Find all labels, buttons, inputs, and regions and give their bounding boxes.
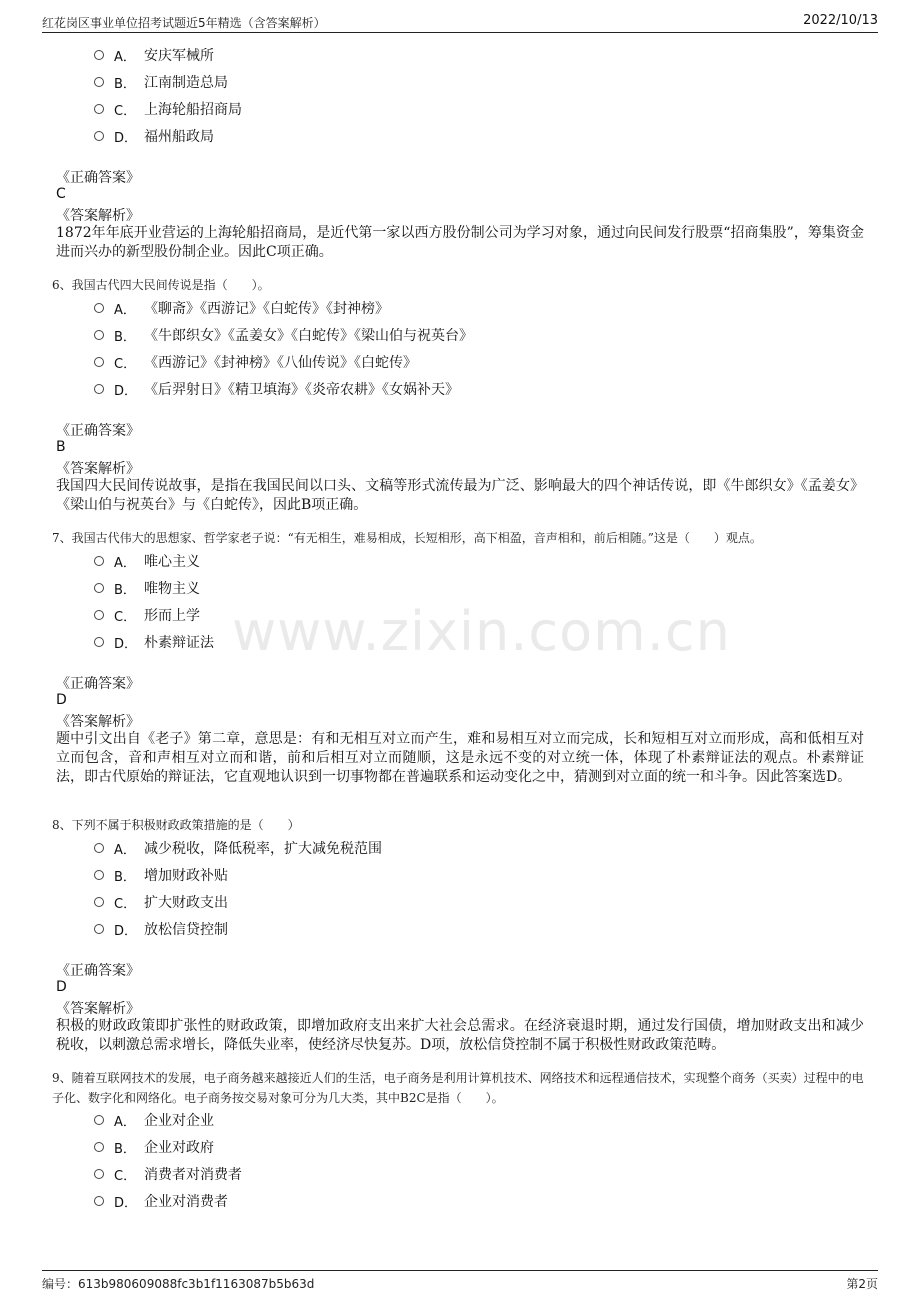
radio-icon[interactable] [94, 843, 104, 853]
option-text: 扩大财政支出 [144, 895, 228, 911]
document-date: 2022/10/13 [803, 13, 878, 28]
option-letter: D． [114, 924, 138, 939]
option-text: 福州船政局 [144, 129, 214, 145]
page-number: 第2页 [846, 1277, 878, 1291]
option-letter: D． [114, 1196, 138, 1211]
option-text: 安庆军械所 [144, 48, 214, 64]
page-footer [42, 1270, 878, 1293]
q8-analysis: 积极的财政政策即扩张性的财政政策，即增加政府支出来扩大社会总需求。在经济衰退时期，通过发行国债，增加财政支出和减少税收，以刺激总需求增长，降低失业率，使经济尽快复苏。D项，放松信贷控制不属于积极性财政政策范畴。 [56, 1018, 864, 1053]
radio-icon[interactable] [94, 357, 104, 367]
document-code: 编号：613b980609088fc3b1f1163087b5b63d [42, 1277, 315, 1291]
option-text: 减少税收，降低税率，扩大减免税范围 [144, 841, 382, 857]
radio-icon[interactable] [94, 583, 104, 593]
radio-icon[interactable] [94, 50, 104, 60]
radio-icon[interactable] [94, 131, 104, 141]
correct-answer-label: 《正确答案》 [56, 170, 140, 186]
page-header [42, 8, 878, 33]
option-letter: C． [114, 104, 137, 119]
q6-question: 6、我国古代四大民间传说是指（ ）。 [52, 278, 270, 292]
correct-answer-label: 《正确答案》 [56, 963, 140, 979]
correct-answer-label: 《正确答案》 [56, 423, 140, 439]
radio-icon[interactable] [94, 384, 104, 394]
option-letter: A． [114, 1115, 136, 1130]
option-text: 江南制造总局 [144, 75, 228, 91]
option-letter: A． [114, 303, 136, 318]
q8-question: 8、下列不属于积极财政政策措施的是（ ） [52, 818, 300, 832]
option-text: 消费者对消费者 [144, 1167, 242, 1183]
option-text: 企业对企业 [144, 1113, 214, 1129]
q5-answer: C [56, 186, 66, 202]
option-letter: B． [114, 77, 136, 92]
analysis-label: 《答案解析》 [56, 461, 140, 477]
watermark: www.zixin.com.cn [232, 600, 731, 663]
option-letter: C． [114, 897, 137, 912]
radio-icon[interactable] [94, 610, 104, 620]
radio-icon[interactable] [94, 303, 104, 313]
option-letter: D． [114, 637, 138, 652]
radio-icon[interactable] [94, 556, 104, 566]
analysis-label: 《答案解析》 [56, 714, 140, 730]
q7-question: 7、我国古代伟大的思想家、哲学家老子说：“有无相生，难易相成，长短相形，高下相盈，音声相和，前后相随。”这是（ ）观点。 [52, 531, 762, 545]
option-letter: D． [114, 384, 138, 399]
option-text: 《西游记》《封神榜》《八仙传说》《白蛇传》 [144, 355, 417, 371]
option-text: 增加财政补贴 [144, 868, 228, 884]
radio-icon[interactable] [94, 1142, 104, 1152]
radio-icon[interactable] [94, 1115, 104, 1125]
analysis-label: 《答案解析》 [56, 1001, 140, 1017]
analysis-label: 《答案解析》 [56, 208, 140, 224]
document-title: 红花岗区事业单位招考试题近5年精选（含答案解析） [42, 16, 326, 30]
radio-icon[interactable] [94, 77, 104, 87]
option-text: 《聊斋》《西游记》《白蛇传》《封神榜》 [144, 301, 389, 317]
radio-icon[interactable] [94, 1169, 104, 1179]
correct-answer-label: 《正确答案》 [56, 676, 140, 692]
radio-icon[interactable] [94, 637, 104, 647]
option-letter: A． [114, 50, 136, 65]
option-letter: C． [114, 1169, 137, 1184]
option-text: 唯物主义 [144, 581, 200, 597]
option-text: 唯心主义 [144, 554, 200, 570]
option-letter: C． [114, 357, 137, 372]
option-text: 《牛郎织女》《孟姜女》《白蛇传》《梁山伯与祝英台》 [144, 328, 473, 344]
radio-icon[interactable] [94, 897, 104, 907]
radio-icon[interactable] [94, 870, 104, 880]
option-text: 放松信贷控制 [144, 922, 228, 938]
option-letter: B． [114, 870, 136, 885]
radio-icon[interactable] [94, 1196, 104, 1206]
q6-answer: B [56, 439, 66, 455]
q5-analysis: 1872年年底开业营运的上海轮船招商局，是近代第一家以西方股份制公司为学习对象，通过向民间发行股票“招商集股”，筹集资金进而兴办的新型股份制企业。因此C项正确。 [56, 225, 864, 260]
option-text: 《后羿射日》《精卫填海》《炎帝农耕》《女娲补天》 [144, 382, 459, 398]
option-letter: D． [114, 131, 138, 146]
radio-icon[interactable] [94, 924, 104, 934]
q6-analysis: 我国四大民间传说故事，是指在我国民间以口头、文稿等形式流传最为广泛、影响最大的四个神话传说，即《牛郎织女》《孟姜女》《梁山伯与祝英台》与《白蛇传》，因此B项正确。 [56, 478, 864, 513]
option-text: 企业对消费者 [144, 1194, 228, 1210]
option-text: 上海轮船招商局 [144, 102, 242, 118]
option-letter: C． [114, 610, 137, 625]
option-letter: B． [114, 330, 136, 345]
option-text: 企业对政府 [144, 1140, 214, 1156]
q7-answer: D [56, 692, 67, 708]
option-letter: B． [114, 1142, 136, 1157]
option-letter: B． [114, 583, 136, 598]
q9-question: 9、随着互联网技术的发展，电子商务越来越接近人们的生活，电子商务是利用计算机技术、网络技术和远程通信技术，实现整个商务（买卖）过程中的电子化、数字化和网络化。电子商务按交易对象可分为几大类，其中B2C是指（ ）。 [52, 1071, 864, 1105]
option-letter: A． [114, 843, 136, 858]
radio-icon[interactable] [94, 104, 104, 114]
option-letter: A． [114, 556, 136, 571]
option-text: 形而上学 [144, 608, 200, 624]
radio-icon[interactable] [94, 330, 104, 340]
q7-analysis: 题中引文出自《老子》第二章，意思是：有和无相互对立而产生，难和易相互对立而完成，长和短相互对立而形成，高和低相互对立而包含，音和声相互对立而和谐，前和后相互对立而随顺，这是永远不变的对立统一体，体现了朴素辩证法的观点。朴素辩证法，即古代原始的辩证法，它直观地认识到一切事物都在普遍联系和运动变化之中，猜测到对立面的统一和斗争。因此答案选D。 [56, 731, 864, 785]
option-text: 朴素辩证法 [144, 635, 214, 651]
q8-answer: D [56, 979, 67, 995]
